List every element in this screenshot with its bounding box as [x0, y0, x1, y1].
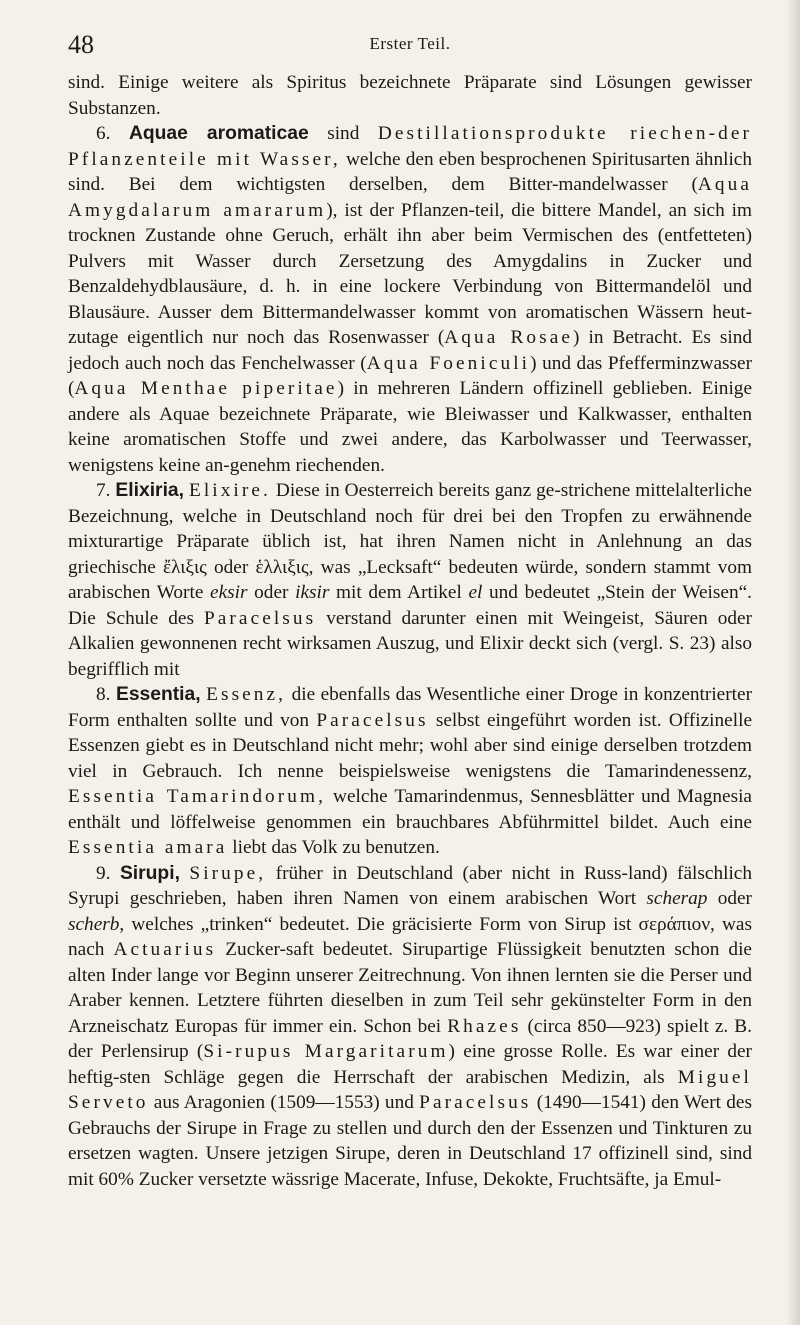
section-heading-sirupi: Sirupi,: [119, 862, 180, 884]
page-edge-shadow: [786, 0, 800, 1325]
section-heading-essentia: Essentia,: [115, 684, 201, 705]
paragraph-elixiria: 7. Elixiria, Elixire. Diese in Oesterreich bereits ganz ge-strichene mittelalterliche Bezeichnung, welche in Deutschland noch für drei bei den Tropfen zu erwähnende mixturartige Präparate üblich ist, hat ihren Namen nicht in Anlehnung an das griechische ἔλιξις oder ἑλλιξις, was „Lecksaft“ bedeuten würde, sondern stammt vom arabischen Worte eksir oder iksir mit dem Artikel el und bedeutet „Stein der Weisen“. Die Schule des Paracelsus verstand darunter einen mit Weingeist, Säuren oder Alkalien gewonnenen recht wirksamen Auszug, und Elixir deckt sich (vergl. S. 23) also begrifflich mit: [68, 480, 752, 680]
paragraph-sirupi: 9. Sirupi, Sirupe, früher in Deutschland (aber nicht in Russ-land) fälschlich Syrupi geschrieben, haben ihren Namen von einem arabischen Wort scherap oder scherb, welches „trinken“ bedeutet. Die gräcisierte Form von Sirup ist σεράπιον, was nach Actuarius Zucker-saft bedeutet. Sirupartige Flüssigkeit benutzten schon die alten Inder lange vor Beginn unserer Zeitrechnung. Von ihnen lernten sie die Perser und Araber kennen. Letztere führten dieselben in zum Teil sehr gekünstelter Form in den Arzneischatz Europas für immer ein. Schon bei Rhazes (circa 850—923) spielt z. B. der Perlensirup (Si-rupus Margaritarum) eine grosse Rolle. Es war einer der heftig-sten Schläge gegen die Herrschaft der arabischen Medizin, als Miguel Serveto aus Aragonien (1509—1553) und Paracelsus (1490—1541) den Wert des Gebrauchs der Sirupe in Frage zu stellen und durch den der Essenzen und Tinkturen zu ersetzen wagten. Unsere jetzigen Sirupe, deren in Deutschland 17 offizinell sind, sind mit 60% Zucker versetzte wässrige Macerate, Infuse, Dekokte, Fruchtsäfte, ja Emul-: [68, 862, 752, 1190]
section-heading-elixiria: Elixiria,: [115, 480, 185, 501]
body-text: [68, 70, 752, 1192]
running-head: Erster Teil.: [369, 34, 451, 53]
paragraph-essentia: 8. Essentia, Essenz, die ebenfalls das Wesentliche einer Droge in konzentrierter Form enthalten sollte und von Paracelsus selbst eingeführt worden ist. Offizinelle Essenzen giebt es in Deutschland nicht mehr; wohl aber sind einige derselben trotzdem viel in Gebrauch. Ich nenne beispielsweise wenigstens die Tamarindenessenz, Essentia Tamarindorum, welche Tamarindenmus, Sennesblätter und Magnesia enthält und löffelweise genommen ein brauchbares Abführmittel bildet. Auch eine Essentia amara liebt das Volk zu benutzen.: [68, 684, 752, 858]
paragraph-intro: sind. Einige weitere als Spiritus bezeichnete Präparate sind Lösungen gewisser Substanzen.: [68, 72, 752, 119]
section-heading-aquae: Aquae aromaticae: [128, 123, 309, 144]
paragraph-aquae-aromaticae: 6. Aquae aromaticae sind Destillationsprodukte riechen-der Pflanzenteile mit Wasser, welche den eben besprochenen Spiritusarten ähnlich sind. Bei dem wichtigsten derselben, dem Bitter-mandelwasser (Aqua Amygdalarum amararum), ist der Pflanzen-teil, die bittere Mandel, an sich im trocknen Zustande ohne Geruch, erhält ihn aber beim Vermischen des (entfetteten) Pulvers mit Wasser durch Zersetzung des Amygdalins in Zucker und Benzaldehydblausäure, d. h. in eine lockere Verbindung von Bittermandelöl und Blausäure. Ausser dem Bittermandelwasser kommt von aromatischen Wässern heut-zutage eigentlich nur noch das Rosenwasser (Aqua Rosae) in Betracht. Es sind jedoch auch noch das Fenchelwasser (Aqua Foeniculi) und das Pfefferminzwasser (Aqua Menthae piperitae) in mehreren Ländern offizinell geblieben. Einige andere als Aquae bezeichnete Präparate, wie Bleiwasser und Kalkwasser, enthalten keine aromatischen Stoffe und zwei andere, das Karbolwasser und Teerwasser, wenigstens keine an-genehm riechenden.: [68, 123, 753, 476]
page-header: [68, 30, 752, 70]
page-number: 48: [68, 30, 94, 59]
